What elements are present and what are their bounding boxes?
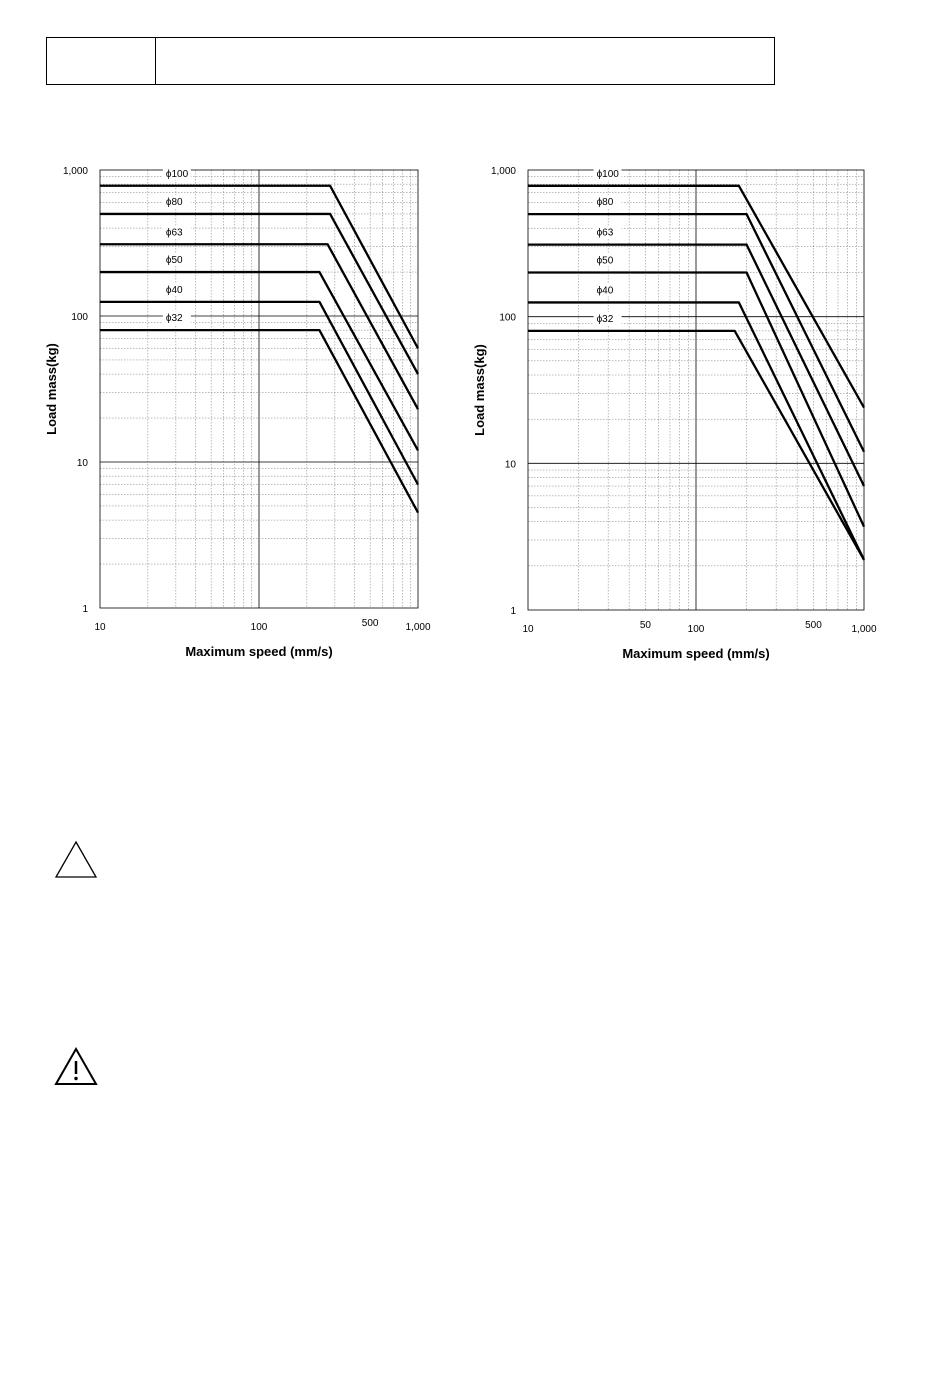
y-axis-title: Load mass(kg) xyxy=(472,344,487,436)
y-tick-label: 1 xyxy=(82,604,88,615)
y-tick-label: 10 xyxy=(504,459,516,471)
x-tick-label: 500 xyxy=(805,620,822,631)
y-tick-label: 1,000 xyxy=(490,166,516,177)
x-tick-label: 100 xyxy=(687,624,705,635)
y-axis-title: Load mass(kg) xyxy=(44,343,59,435)
series-label: ϕ50 xyxy=(165,255,183,267)
series-label: ϕ100 xyxy=(165,168,189,180)
header-cell-right xyxy=(156,38,774,84)
y-tick-label: 100 xyxy=(71,312,88,323)
header-box xyxy=(46,37,775,85)
load-mass-chart-right xyxy=(462,150,882,670)
x-tick-label: 10 xyxy=(522,624,534,635)
x-tick-label: 100 xyxy=(250,622,268,633)
y-tick-label: 10 xyxy=(76,458,88,469)
y-tick-label: 1 xyxy=(510,606,516,617)
header-cell-left xyxy=(47,38,156,84)
x-axis-title: Maximum speed (mm/s) xyxy=(622,646,770,661)
series-label: ϕ63 xyxy=(596,227,614,239)
series-label: ϕ50 xyxy=(596,255,614,267)
series-label: ϕ63 xyxy=(165,227,183,239)
warning-triangle-icon xyxy=(54,1047,98,1087)
x-tick-label: 500 xyxy=(361,618,379,629)
grid xyxy=(528,170,864,610)
x-tick-label: 1,000 xyxy=(851,624,877,635)
series-label: ϕ32 xyxy=(596,313,614,325)
series-label: ϕ100 xyxy=(596,168,619,180)
grid xyxy=(100,170,418,608)
x-axis-title: Maximum speed (mm/s) xyxy=(185,644,333,659)
x-tick-label: 1,000 xyxy=(405,622,431,633)
series-label: ϕ40 xyxy=(596,285,614,297)
series-label: ϕ80 xyxy=(165,196,183,208)
load-mass-chart-left xyxy=(40,150,450,670)
y-tick-label: 100 xyxy=(499,312,516,324)
x-tick-label: 50 xyxy=(639,620,651,631)
series-label: ϕ32 xyxy=(165,313,183,325)
x-tick-label: 10 xyxy=(94,622,106,633)
series-label: ϕ40 xyxy=(165,284,183,296)
series-label: ϕ80 xyxy=(596,197,614,209)
y-tick-label: 1,000 xyxy=(62,166,88,177)
caution-triangle-icon xyxy=(54,840,98,880)
